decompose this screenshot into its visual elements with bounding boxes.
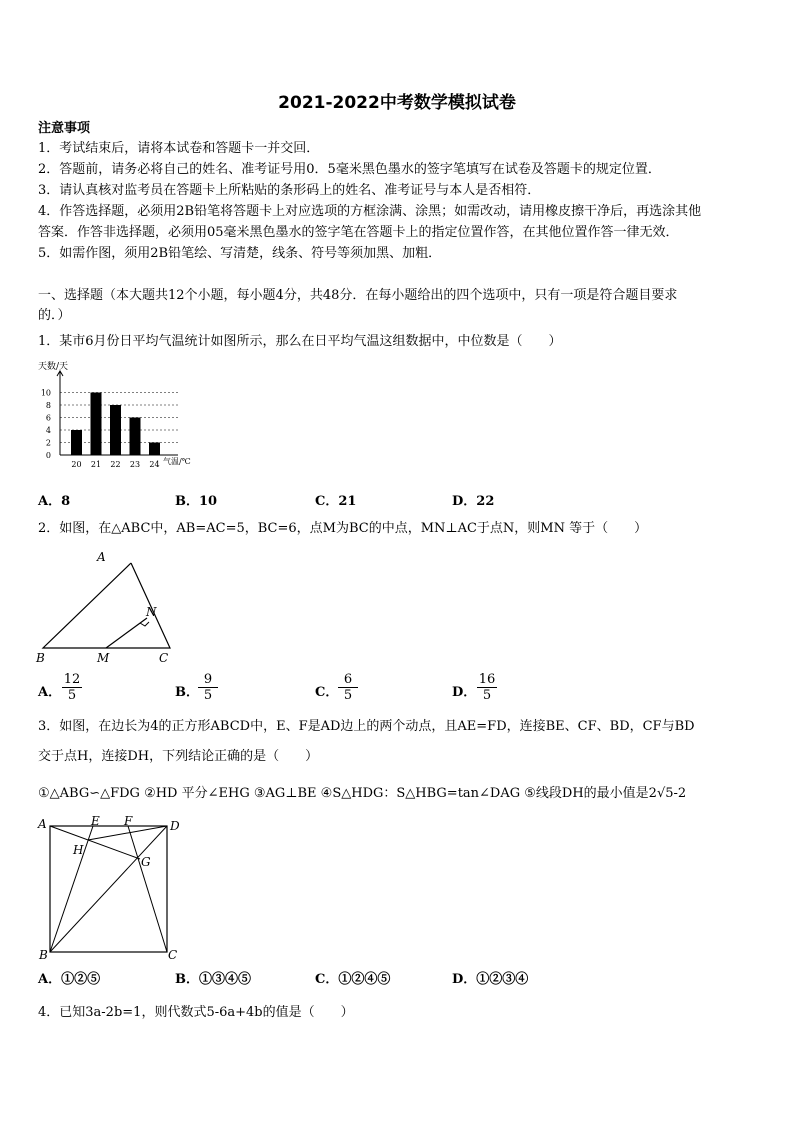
label-a: A (38, 817, 47, 831)
label-h: H (73, 843, 84, 857)
chart-y-tick-label: 10 (40, 388, 51, 398)
q3-stem-line2: 交于点H，连接DH，下列结论正确的是（ ） (38, 749, 319, 764)
q1-option-d[interactable]: D．22 (452, 494, 495, 509)
q2-option-b-letter[interactable]: B． (175, 685, 199, 700)
notice-item: 2．答题前，请务必将自己的姓名、准考证号用0．5毫米黑色墨水的签字笔填写在试卷及答题卡的规定位置． (38, 162, 661, 177)
notice-item: 5．如需作图，须用2B铅笔绘、写清楚，线条、符号等须加黑、加粗． (38, 246, 442, 261)
label-b: B (39, 948, 48, 962)
chart-xlabel: 气温/℃ (163, 457, 191, 466)
q1-option-a[interactable]: A．8 (38, 494, 71, 509)
label-n: N (146, 605, 157, 619)
q3-option-a[interactable]: A．①②⑤ (38, 972, 101, 987)
chart-y-tick-label: 8 (45, 401, 51, 410)
notice-item: 4．作答选择题，必须用2B铅笔将答题卡上对应选项的方框涂满、涂黑；如需改动，请用橡皮擦干净后，再选涂其他 (38, 204, 702, 219)
section-heading: 一、选择题（本大题共12个小题，每小题4分，共48分．在每小题给出的四个选项中，只有一项是符合题目要求 (38, 288, 678, 303)
q2-option-d-letter[interactable]: D． (452, 685, 477, 700)
label-d: D (170, 819, 180, 833)
label-g: G (141, 855, 151, 869)
q4-stem: 4．已知3a-2b=1，则代数式5-6a+4b的值是（ ） (38, 1005, 354, 1020)
chart-x-tick-label: 23 (129, 460, 141, 469)
section-heading-cont: 的．） (38, 308, 71, 323)
chart-y-tick-label: 2 (45, 438, 51, 448)
label-f: F (124, 814, 133, 828)
q2-option-c-fraction[interactable]: $\frac{6}{5}$ (338, 672, 358, 703)
chart-bar-20 (71, 430, 82, 455)
chart-bar-22 (110, 405, 121, 455)
chart-x-tick-label: 21 (90, 460, 102, 469)
notice-item: 3．请认真核对监考员在答题卡上所粘贴的条形码上的姓名、准考证号与本人是否相符． (38, 183, 541, 198)
label-c: C (168, 948, 178, 962)
chart-bar-21 (91, 393, 102, 456)
q3-option-d[interactable]: D．①②③④ (452, 972, 529, 987)
chart-bar-24 (149, 443, 160, 456)
q3-square-figure (36, 812, 186, 962)
chart-y-tick-label: 0 (45, 451, 51, 460)
q1-option-c[interactable]: C．21 (315, 494, 357, 509)
q2-option-a-letter[interactable]: A． (38, 685, 62, 700)
q3-stem-line1: 3．如图，在边长为4的正方形ABCD中，E、F是AD边上的两个动点，且AE=FD，连接BE、CF、BD，CF与BD (38, 719, 695, 734)
chart-y-tick-label: 6 (45, 413, 51, 423)
q2-option-a-fraction[interactable]: $\frac{12}{5}$ (63, 672, 81, 703)
q1-stem: 1．某市6月份日平均气温统计如图所示，那么在日平均气温这组数据中，中位数是（ ） (38, 334, 562, 349)
chart-bar-23 (130, 418, 141, 456)
chart-ylabel: 天数/天 (38, 362, 69, 372)
label-e: E (91, 814, 100, 828)
q3-option-b[interactable]: B．①③④⑤ (175, 972, 251, 987)
q1-bar-chart (38, 360, 208, 475)
notice-heading: 注意事项 (38, 121, 91, 136)
chart-x-tick-label: 20 (71, 460, 82, 469)
label-m: M (97, 651, 110, 665)
q2-triangle-figure (30, 548, 190, 668)
label-b: B (36, 651, 45, 665)
page-title: 2021-2022中考数学模拟试卷 (278, 93, 516, 113)
q2-option-c-letter[interactable]: C． (315, 685, 339, 700)
q3-option-c[interactable]: C．①②④⑤ (315, 972, 391, 987)
q1-option-b[interactable]: B．10 (175, 494, 218, 509)
q3-conclusions: ①△ABG∽△FDG ②HD 平分∠EHG ③AG⊥BE ④S△HDG：S△HBG=tan∠DAG ⑤线段DH的最小值是2√5-2 (38, 786, 687, 801)
chart-y-tick-label: 4 (45, 426, 51, 435)
notice-item: 答案．作答非选择题，必须用05毫米黑色墨水的签字笔在答题卡上的指定位置作答，在其他位置作答一律无效． (38, 225, 679, 240)
label-c: C (159, 651, 169, 665)
chart-x-tick-label: 24 (149, 460, 160, 469)
label-a: A (97, 550, 106, 564)
q2-option-b-fraction[interactable]: $\frac{9}{5}$ (198, 672, 218, 703)
chart-x-tick-label: 22 (110, 460, 121, 469)
notice-item: 1．考试结束后，请将本试卷和答题卡一并交回． (38, 141, 320, 156)
q2-option-d-fraction[interactable]: $\frac{16}{5}$ (478, 672, 496, 703)
q2-stem: 2．如图，在△ABC中，AB=AC=5，BC=6，点M为BC的中点，MN⊥AC于点N，则MN 等于（ ） (38, 521, 648, 536)
